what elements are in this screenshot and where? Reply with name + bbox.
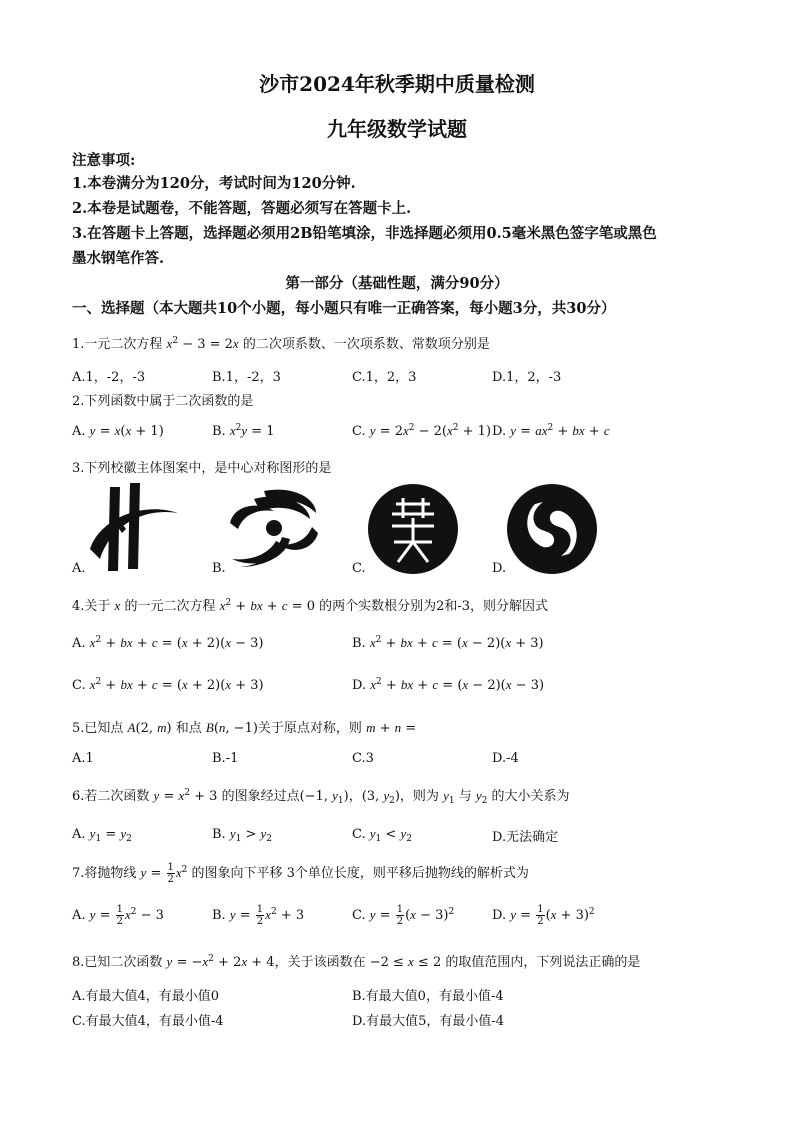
school-logo-c-icon — [366, 482, 460, 576]
q3-option-d-label: D. — [492, 561, 507, 576]
part1-heading: 第一部分（基础性题，满分90分） — [285, 275, 509, 292]
q7-option-c-label: C. — [352, 908, 366, 923]
school-logo-d-icon — [505, 482, 599, 576]
page-subtitle: 九年级数学试题 — [327, 117, 467, 141]
question-1-stem-a: 1.一元二次方程 — [72, 337, 163, 352]
question-6-stem-a: 6.若二次函数 — [72, 789, 150, 804]
q6-option-b-label: B. — [212, 827, 226, 842]
question-7-stem-a: 7.将抛物线 — [72, 866, 137, 881]
question-7-stem-b: 的图象向下平移 3个单位长度，则平移后抛物线的解析式为 — [191, 866, 529, 881]
question-8-stem-c: 的取值范围内，下列说法正确的是 — [445, 955, 641, 970]
notes-item-1: 1.本卷满分为120分，考试时间为120分钟. — [72, 175, 356, 192]
q7-option-d-label: D. — [492, 908, 507, 923]
question-6-stem: 6.若二次函数 $y = x^2 + 3$ 的图象经过点(−1, $y_1$)，(3, $y_2$)，则为 $y_1$ 与 $y_2$ 的大小关系为 — [72, 788, 570, 806]
q4-option-a-label: A. — [72, 636, 86, 651]
notes-item-3-line2: 墨水钢笔作答. — [72, 250, 165, 267]
question-7-stem: 7.将抛物线 y = $\frac{1}{2}$ $x^2$ 的图象向下平移 3个单位长度，则平移后抛物线的解析式为 — [72, 862, 529, 885]
school-logo-b-icon — [224, 483, 324, 573]
q1-option-d: D.1，2，-3 — [492, 370, 562, 385]
question-4-stem: 4.关于 x 的一元二次方程 $x^2$ + bx + c = 0 的两个实数根分别为2和-3，则分解因式 — [72, 598, 549, 614]
q5-option-b: B.-1 — [212, 751, 239, 766]
page-title: 沙市2024年秋季期中质量检测 — [259, 72, 535, 96]
section1-heading: 一、选择题（本大题共10个小题，每小题只有唯一正确答案，每小题3分，共30分） — [72, 300, 616, 317]
q7-option-b-label: B. — [212, 908, 226, 923]
notes-item-2: 2.本卷是试题卷，不能答题，答题必须写在答题卡上. — [72, 200, 412, 217]
q2-option-c: C. $y = 2x^2 - 2(x^2 + 1)$ — [352, 423, 492, 439]
question-8-stem-b: ，关于该函数在 — [274, 955, 366, 970]
q6-option-a: A. $y_1 = y_2$ — [72, 826, 132, 844]
question-5-stem-b: 和点 — [175, 721, 202, 736]
q6-option-c-label: C. — [352, 827, 366, 842]
q4-option-d: D. $x^2$ + bx + c = (x − 2)(x − 3) — [352, 677, 545, 693]
q5-option-d: D.-4 — [492, 751, 519, 766]
school-logo-a-icon — [82, 479, 182, 575]
q7-option-c: C. y = $\frac{1}{2}$ $(x - 3)^2$ — [352, 904, 455, 927]
q1-option-a: A.1，-2，-3 — [72, 370, 146, 385]
q1-option-c: C.1，2，3 — [352, 370, 417, 385]
question-8-stem: 8.已知二次函数 $y = -x^2 + 2x + 4$，关于该函数在 −2 ≤ x ≤ 2 的取值范围内，下列说法正确的是 — [72, 954, 641, 970]
question-4-stem-b: 的一元二次方程 — [124, 599, 216, 614]
q7-option-a: A. y = $\frac{1}{2}$ $x^2 - 3$ — [72, 904, 164, 927]
question-1-stem-b: 的二次项系数、一次项系数、常数项分别是 — [242, 337, 490, 352]
q2-option-a-label: A. — [72, 424, 86, 439]
question-3-stem: 3.下列校徽主体图案中，是中心对称图形的是 — [72, 461, 332, 476]
q2-option-b-label: B. — [212, 424, 226, 439]
q2-option-a: A. y = x(x + 1) — [72, 423, 164, 439]
fraction-one-half: $\frac{1}{2}$ — [167, 862, 174, 885]
q2-option-b: B. $x^2y = 1$ — [212, 423, 275, 439]
q4-option-b-label: B. — [352, 636, 366, 651]
q4-option-c: C. $x^2$ + bx + c = (x + 2)(x + 3) — [72, 677, 264, 693]
question-5-stem-c: 关于原点对称，则 — [257, 721, 362, 736]
q4-option-c-label: C. — [72, 678, 86, 693]
q8-option-c: C.有最大值4，有最小值-4 — [72, 1014, 224, 1029]
q4-option-d-label: D. — [352, 678, 367, 693]
q3-option-b-label: B. — [212, 561, 226, 576]
question-5-stem-a: 5.已知点 — [72, 721, 124, 736]
q6-option-c: C. $y_1 < y_2$ — [352, 826, 412, 844]
q8-option-b: B.有最大值0，有最小值-4 — [352, 989, 504, 1004]
q2-option-d-label: D. — [492, 424, 507, 439]
question-5-stem: 5.已知点 A(2, m) 和点 B(n, −1)关于原点对称，则 m + n = — [72, 720, 417, 736]
q8-option-d: D.有最大值5，有最小值-4 — [352, 1014, 505, 1029]
question-6-stem-d: ，则为 — [399, 789, 439, 804]
q7-option-b: B. y = $\frac{1}{2}$ $x^2 + 3$ — [212, 904, 305, 927]
question-2-stem: 2.下列函数中属于二次函数的是 — [72, 394, 254, 409]
notes-item-3-line1: 3.在答题卡上答题，选择题必须用2B铅笔填涂，非选择题必须用0.5毫米黑色签字笔或黑色 — [72, 225, 657, 242]
q3-option-a-label: A. — [72, 561, 86, 576]
q2-option-c-label: C. — [352, 424, 366, 439]
q7-option-a-label: A. — [72, 908, 86, 923]
q7-option-d: D. y = $\frac{1}{2}$ $(x + 3)^2$ — [492, 904, 595, 927]
q4-option-b: B. $x^2$ + bx + c = (x − 2)(x + 3) — [352, 635, 544, 651]
question-6-stem-b: 的图象经过点 — [221, 789, 300, 804]
question-6-stem-e: 与 — [458, 789, 472, 804]
question-1-equation: $x^2 - 3 = 2x$ — [166, 336, 239, 352]
q2-option-d: D. $y = ax^2$ + bx + c — [492, 423, 610, 439]
q6-option-a-label: A. — [72, 827, 86, 842]
q6-option-d: D.无法确定 — [492, 830, 559, 845]
q6-option-b: B. $y_1 > y_2$ — [212, 826, 273, 844]
q5-option-c: C.3 — [352, 751, 374, 766]
question-4-stem-a: 4.关于 — [72, 599, 111, 614]
q4-option-a: A. $x^2$ + bx + c = (x + 2)(x − 3) — [72, 635, 264, 651]
question-8-stem-a: 8.已知二次函数 — [72, 955, 163, 970]
q8-option-a: A.有最大值4，有最小值0 — [72, 989, 220, 1004]
notes-heading: 注意事项: — [72, 152, 136, 169]
q1-option-b: B.1，-2，3 — [212, 370, 281, 385]
q5-option-a: A.1 — [72, 751, 94, 766]
question-4-stem-c: 的两个实数根分别为2和-3，则分解因式 — [319, 599, 549, 614]
q3-option-c-label: C. — [352, 561, 366, 576]
question-1-stem — [72, 333, 490, 352]
question-6-stem-f: 的大小关系为 — [491, 789, 570, 804]
question-6-stem-c: ， — [348, 789, 362, 804]
